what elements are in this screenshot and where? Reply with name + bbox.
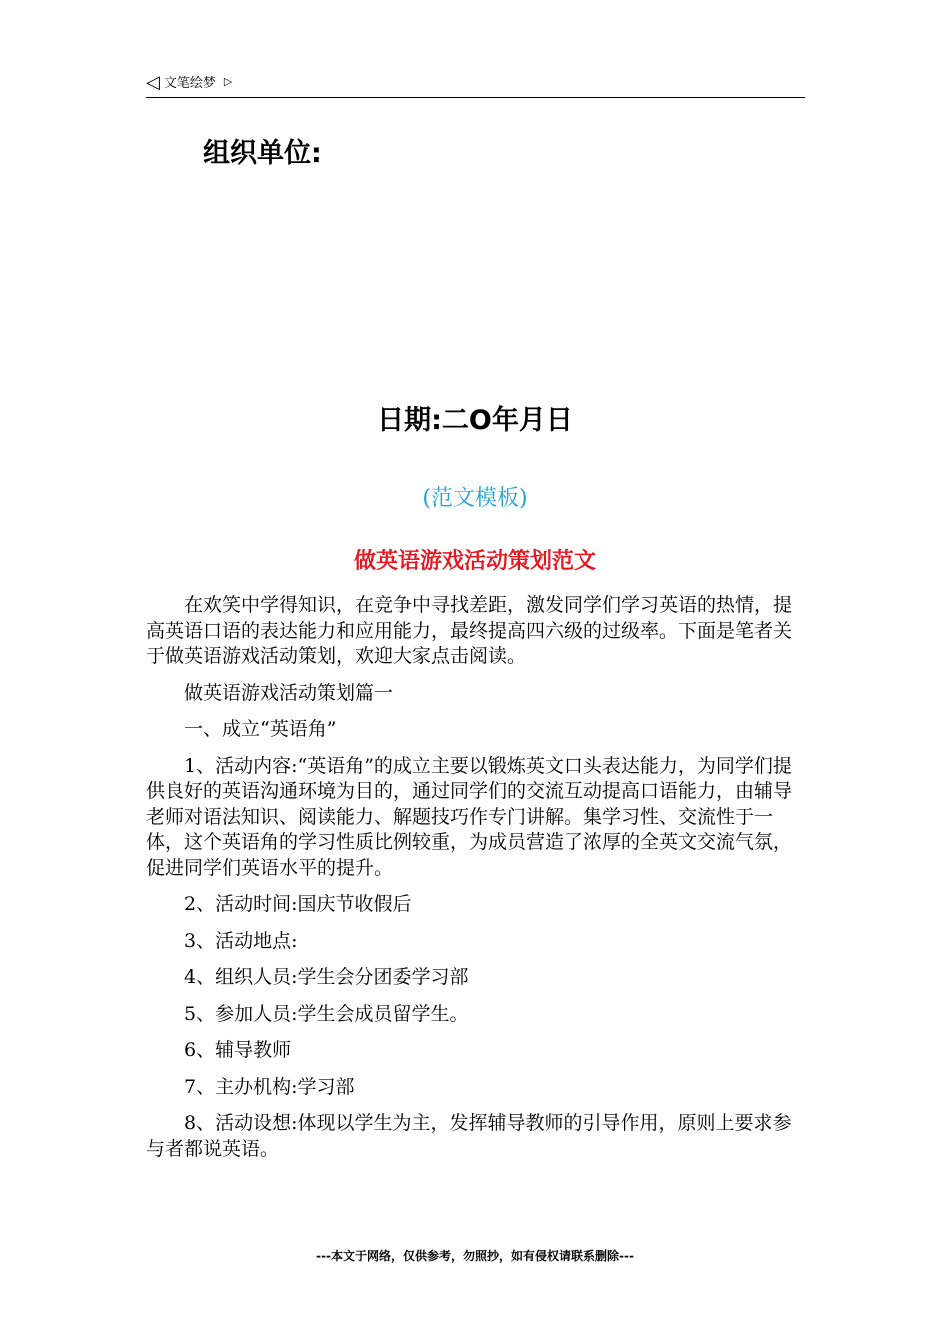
right-triangle-icon: ▷ — [223, 75, 233, 88]
paragraph-item-5: 5、参加人员:学生会成员留学生。 — [184, 1002, 469, 1025]
page-header — [146, 74, 805, 98]
paragraph-item-6: 6、辅导教师 — [184, 1039, 292, 1061]
paragraph-item-1: 1、活动内容:“英语角”的成立主要以锻炼英文口头表达能力，为同学们提供良好的英语沟通环境为目的，通过同学们的交流互动提高口语能力，由辅导老师对语法知识、阅读能力、解题技巧作专门讲解。集学习性、交流性于一体，这个英语角的学习性质比例较重，为成员营造了浓厚的全英文交流气氛，促进同学们英语水平的提升。 — [146, 754, 793, 879]
paragraph-section-heading: 做英语游戏活动策划篇一 — [184, 681, 394, 704]
paragraph-item-8: 8、活动设想:体现以学生为主，发挥辅导教师的引导作用，原则上要求参与者都说英语。 — [146, 1112, 792, 1160]
left-triangle-icon: ◁ — [146, 72, 160, 93]
paragraph-item-4: 4、组织人员:学生会分团委学习部 — [184, 966, 469, 988]
paragraph-item-2: 2、活动时间:国庆节收假后 — [184, 893, 412, 915]
paragraph-item-3: 3、活动地点: — [184, 929, 298, 952]
template-tag: (范文模板) — [422, 486, 528, 511]
organization-label: 组织单位: — [203, 138, 322, 169]
header-brand: 文笔绘梦 — [163, 76, 216, 91]
page-footer: ---本文于网络，仅供参考，勿照抄，如有侵权请联系删除--- — [316, 1249, 634, 1263]
document-body — [146, 593, 805, 1173]
document-title: 做英语游戏活动策划范文 — [353, 549, 596, 574]
date-line: 日期:二O年月日 — [377, 405, 573, 436]
paragraph-subheading: 一、成立“英语角” — [184, 718, 337, 740]
paragraph-item-7: 7、主办机构:学习部 — [184, 1075, 355, 1098]
paragraph-intro: 在欢笑中学得知识，在竞争中寻找差距，激发同学们学习英语的热情，提高英语口语的表达能力和应用能力，最终提高四六级的过级率。下面是笔者关于做英语游戏活动策划，欢迎大家点击阅读。 — [146, 594, 793, 667]
